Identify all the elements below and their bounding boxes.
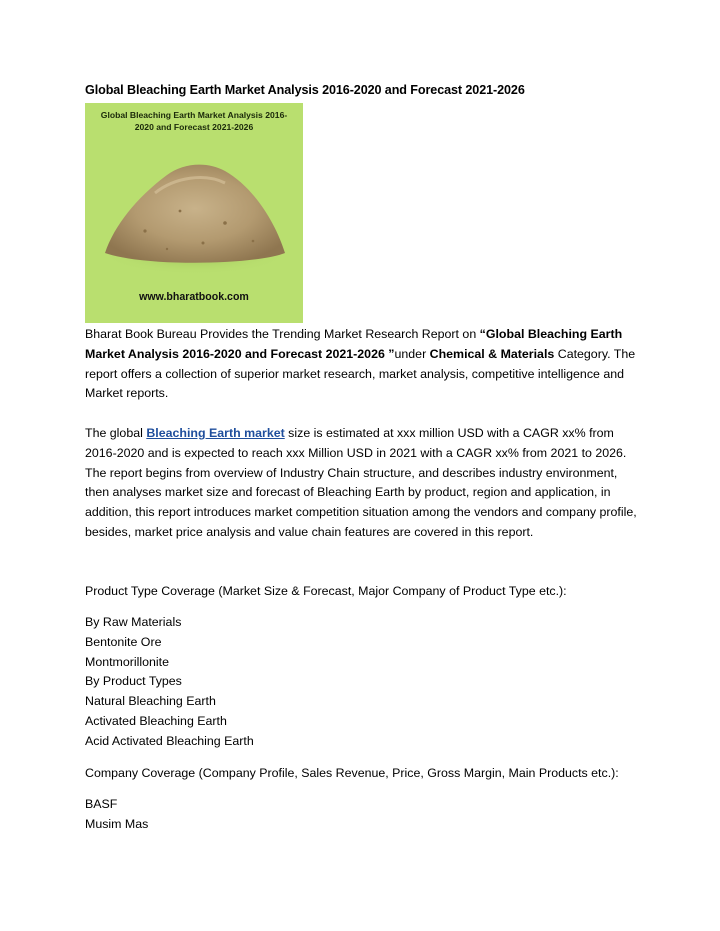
list-item: By Raw Materials <box>85 615 182 629</box>
product-type-list <box>85 613 254 752</box>
company-coverage-heading: Company Coverage (Company Profile, Sales Revenue, Price, Gross Margin, Main Products etc.): <box>85 766 619 780</box>
bleaching-earth-powder-image <box>85 103 303 323</box>
document-title: Global Bleaching Earth Market Analysis 2016-2020 and Forecast 2021-2026 <box>85 83 525 97</box>
market-paragraph <box>85 424 641 543</box>
report-cover-image <box>85 103 303 323</box>
cover-title-line-1: Global Bleaching Earth Market Analysis 2016- <box>100 110 288 120</box>
list-item: Musim Mas <box>85 816 149 831</box>
list-item: Natural Bleaching Earth <box>85 694 216 709</box>
cover-website: www.bharatbook.com <box>139 291 249 303</box>
intro-paragraph <box>85 325 641 404</box>
company-list <box>85 795 148 835</box>
list-item: Montmorillonite <box>85 654 170 669</box>
list-item: By Product Types <box>85 674 182 689</box>
list-item: Bentonite Ore <box>85 634 162 649</box>
cover-title-line-2: 2020 and Forecast 2021-2026 <box>134 122 254 132</box>
product-coverage-heading: Product Type Coverage (Market Size & Forecast, Major Company of Product Type etc.): <box>85 584 567 598</box>
market-text-2: size is estimated at xxx million USD with a CAGR xx% from 2016-2020 and is expected to reach xxx Million USD in 2021 with a CAGR xx% from 2021 to 2026. The report begins from overview of Industry Chain structure, and describes industry environment, then analyses market size and forecast of Bleaching Earth by product, region and application, in addition, this report introduces market competition situation among the vendors and company profile, besides, market price analysis and value chain features are covered in this report. <box>85 426 637 539</box>
list-item: BASF <box>85 797 118 811</box>
intro-text-3: Category. The report offers a collection of superior market research, market analysis, competitive intelligence and Market reports. <box>85 346 636 401</box>
market-text-1: The global <box>85 426 147 440</box>
bleaching-earth-market-link[interactable]: Bleaching Earth market <box>146 426 285 440</box>
intro-text-2: under <box>394 346 430 361</box>
intro-text-1: Bharat Book Bureau Provides the Trending Market Research Report on <box>85 327 480 341</box>
list-item: Activated Bleaching Earth <box>85 713 227 728</box>
category-name: Chemical & Materials <box>429 346 555 361</box>
list-item: Acid Activated Bleaching Earth <box>85 733 254 748</box>
cover-title <box>85 109 303 133</box>
report-name: “Global Bleaching Earth Market Analysis 2016-2020 and Forecast 2021-2026 ” <box>85 327 623 361</box>
